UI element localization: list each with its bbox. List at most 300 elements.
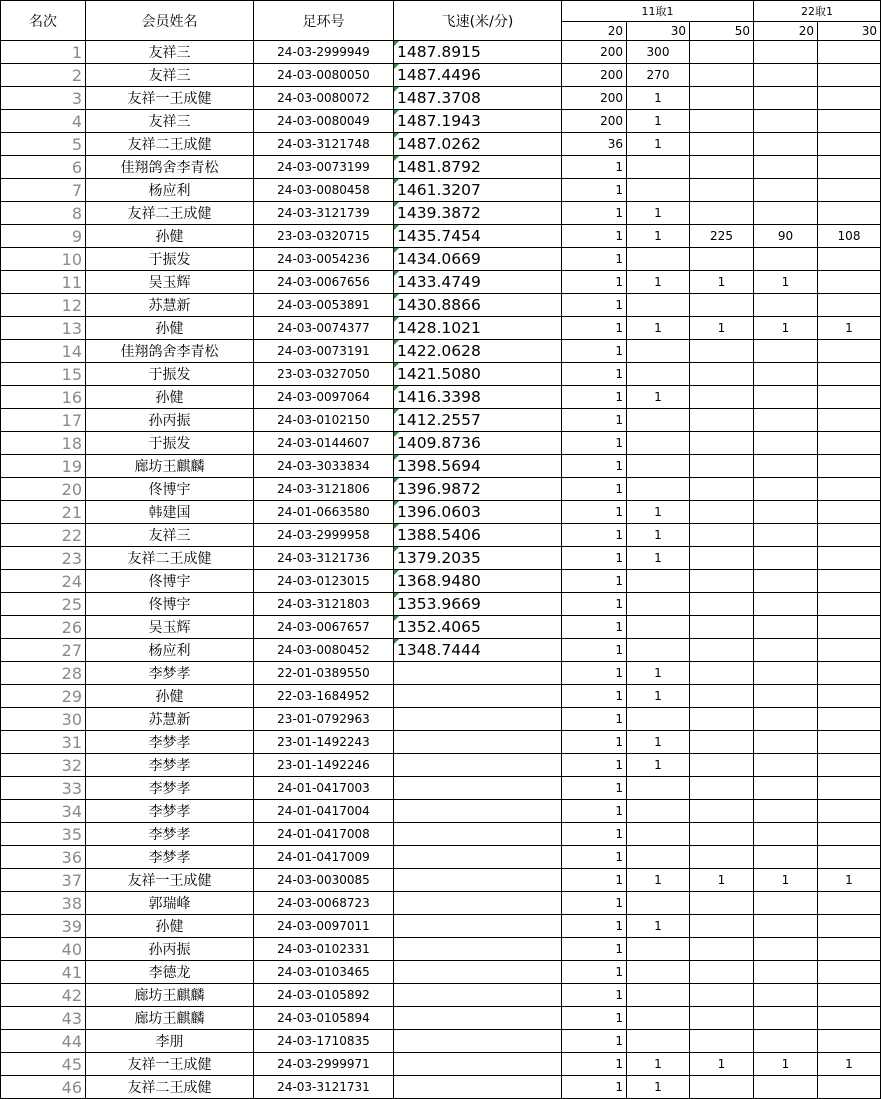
pick-22-30-cell — [818, 409, 881, 432]
pick-22-20-cell — [754, 639, 818, 662]
pick-22-30-cell — [818, 639, 881, 662]
pick-11-50-cell — [690, 754, 754, 777]
rank-cell: 33 — [1, 777, 86, 800]
member-name-cell: 孙健 — [86, 685, 254, 708]
pick-11-50-cell: 1 — [690, 869, 754, 892]
ring-number-cell: 24-03-0030085 — [254, 869, 394, 892]
group-22-pick-1-header: 22取1 — [754, 1, 881, 22]
rank-cell: 3 — [1, 87, 86, 110]
member-name-cell: 友祥一王成健 — [86, 869, 254, 892]
pick-11-20-cell: 1 — [562, 685, 627, 708]
pick-11-30-cell: 1 — [627, 915, 690, 938]
pick-22-30-cell — [818, 892, 881, 915]
ring-number-cell: 24-03-0144607 — [254, 432, 394, 455]
table-row — [1, 685, 881, 708]
pick-22-30-cell — [818, 984, 881, 1007]
member-name-cell: 友祥三 — [86, 41, 254, 64]
rank-cell: 24 — [1, 570, 86, 593]
speed-value: 1430.8866 — [397, 296, 481, 314]
pick-22-20-cell — [754, 547, 818, 570]
pick-11-20-cell: 1 — [562, 800, 627, 823]
table-row — [1, 754, 881, 777]
pick-22-20-cell — [754, 409, 818, 432]
member-name-cell: 李朋 — [86, 1030, 254, 1053]
table-row — [1, 363, 881, 386]
pick-11-50-cell — [690, 708, 754, 731]
ring-number-cell: 24-03-0074377 — [254, 317, 394, 340]
pick-11-30-cell — [627, 892, 690, 915]
pick-11-30-cell: 1 — [627, 524, 690, 547]
pick-11-30-cell: 300 — [627, 41, 690, 64]
cell-marker-icon — [394, 317, 399, 322]
pick-11-50-cell — [690, 685, 754, 708]
ring-number-cell: 24-03-0073191 — [254, 340, 394, 363]
pick-22-20-cell — [754, 179, 818, 202]
rank-cell: 25 — [1, 593, 86, 616]
ring-number-cell: 24-03-3121806 — [254, 478, 394, 501]
pick-11-20-cell: 200 — [562, 64, 627, 87]
member-name-cell: 友祥一王成健 — [86, 1053, 254, 1076]
table-row — [1, 662, 881, 685]
rank-cell: 17 — [1, 409, 86, 432]
pick-22-30-cell — [818, 41, 881, 64]
member-name-cell: 杨应利 — [86, 179, 254, 202]
rank-cell: 46 — [1, 1076, 86, 1099]
pick-22-20-cell — [754, 915, 818, 938]
pick-11-20-cell: 1 — [562, 961, 627, 984]
ring-number-cell: 24-03-0067656 — [254, 271, 394, 294]
table-row — [1, 87, 881, 110]
rank-cell: 44 — [1, 1030, 86, 1053]
speed-cell — [394, 823, 562, 846]
speed-value: 1396.0603 — [397, 503, 481, 521]
pick-22-30-cell — [818, 616, 881, 639]
pick-11-20-cell: 200 — [562, 110, 627, 133]
pick-22-20-cell — [754, 386, 818, 409]
pick-22-20-cell — [754, 432, 818, 455]
speed-cell — [394, 432, 562, 455]
pick-11-20-cell: 1 — [562, 915, 627, 938]
pick-22-30-cell — [818, 524, 881, 547]
pick-22-20-cell: 1 — [754, 1053, 818, 1076]
table-row — [1, 869, 881, 892]
speed-cell — [394, 915, 562, 938]
member-name-cell: 韩建国 — [86, 501, 254, 524]
member-name-cell: 李梦孝 — [86, 800, 254, 823]
pick-11-30-cell — [627, 961, 690, 984]
pick-11-50-cell — [690, 386, 754, 409]
table-row — [1, 478, 881, 501]
speed-cell — [394, 1053, 562, 1076]
pick-11-30-cell — [627, 156, 690, 179]
ring-number-cell: 24-03-0067657 — [254, 616, 394, 639]
speed-cell — [394, 869, 562, 892]
pick-11-50-cell — [690, 248, 754, 271]
pick-22-30-cell — [818, 386, 881, 409]
pick-22-30-cell — [818, 248, 881, 271]
ring-number-cell: 24-01-0417003 — [254, 777, 394, 800]
member-name-cell: 苏慧新 — [86, 708, 254, 731]
member-name-cell: 李梦孝 — [86, 823, 254, 846]
table-row — [1, 41, 881, 64]
table-row — [1, 800, 881, 823]
pick-11-30-cell — [627, 455, 690, 478]
pick-11-20-cell: 1 — [562, 1007, 627, 1030]
pick-11-50-cell — [690, 570, 754, 593]
table-row — [1, 961, 881, 984]
rank-cell: 14 — [1, 340, 86, 363]
table-row — [1, 846, 881, 869]
cell-marker-icon — [394, 501, 399, 506]
table-row — [1, 616, 881, 639]
cell-marker-icon — [394, 478, 399, 483]
subheader-cell: 30 — [818, 22, 881, 41]
cell-marker-icon — [394, 294, 399, 299]
ring-number-cell: 24-03-0097064 — [254, 386, 394, 409]
pick-11-30-cell: 1 — [627, 386, 690, 409]
member-name-cell: 李德龙 — [86, 961, 254, 984]
table-row — [1, 386, 881, 409]
pick-22-30-cell — [818, 938, 881, 961]
pick-11-20-cell: 1 — [562, 363, 627, 386]
speed-cell — [394, 524, 562, 547]
table-row — [1, 317, 881, 340]
table-row — [1, 501, 881, 524]
pick-11-50-cell — [690, 892, 754, 915]
pick-11-30-cell — [627, 984, 690, 1007]
pick-22-20-cell — [754, 524, 818, 547]
ring-number-cell: 24-03-0103465 — [254, 961, 394, 984]
pick-22-30-cell — [818, 731, 881, 754]
speed-value: 1379.2035 — [397, 549, 481, 567]
speed-cell — [394, 248, 562, 271]
pick-11-30-cell — [627, 846, 690, 869]
table-row — [1, 524, 881, 547]
table-row — [1, 156, 881, 179]
ring-number-cell: 24-03-2999949 — [254, 41, 394, 64]
pick-11-30-cell — [627, 1030, 690, 1053]
pick-11-50-cell: 1 — [690, 317, 754, 340]
cell-marker-icon — [394, 639, 399, 644]
table-row — [1, 1030, 881, 1053]
ring-number-cell: 24-03-0102150 — [254, 409, 394, 432]
pick-11-20-cell: 1 — [562, 639, 627, 662]
pick-22-20-cell — [754, 501, 818, 524]
pick-11-30-cell: 270 — [627, 64, 690, 87]
speed-value: 1352.4065 — [397, 618, 481, 636]
speed-cell — [394, 455, 562, 478]
pick-11-20-cell: 1 — [562, 777, 627, 800]
speed-value: 1421.5080 — [397, 365, 481, 383]
pick-22-20-cell — [754, 961, 818, 984]
member-name-cell: 友祥二王成健 — [86, 1076, 254, 1099]
table-row — [1, 64, 881, 87]
ring-number-cell: 23-01-0792963 — [254, 708, 394, 731]
speed-value: 1428.1021 — [397, 319, 481, 337]
pick-11-30-cell — [627, 363, 690, 386]
rank-cell: 15 — [1, 363, 86, 386]
speed-cell — [394, 133, 562, 156]
speed-cell — [394, 1030, 562, 1053]
speed-cell — [394, 340, 562, 363]
speed-cell — [394, 777, 562, 800]
speed-cell — [394, 639, 562, 662]
member-name-cell: 吴玉辉 — [86, 616, 254, 639]
results-body — [1, 41, 881, 1099]
ring-number-cell: 24-03-0097011 — [254, 915, 394, 938]
speed-value: 1487.1943 — [397, 112, 481, 130]
pick-11-50-cell — [690, 156, 754, 179]
ring-number-cell: 24-01-0417004 — [254, 800, 394, 823]
rank-cell: 30 — [1, 708, 86, 731]
pick-11-30-cell — [627, 340, 690, 363]
pick-11-50-cell — [690, 823, 754, 846]
speed-cell — [394, 846, 562, 869]
speed-value: 1368.9480 — [397, 572, 481, 590]
table-row — [1, 639, 881, 662]
pick-11-50-cell — [690, 846, 754, 869]
pick-22-30-cell: 1 — [818, 1053, 881, 1076]
pick-11-20-cell: 200 — [562, 41, 627, 64]
rank-cell: 19 — [1, 455, 86, 478]
rank-cell: 39 — [1, 915, 86, 938]
pick-11-50-cell — [690, 64, 754, 87]
pick-22-30-cell — [818, 432, 881, 455]
pick-22-20-cell: 1 — [754, 317, 818, 340]
ring-number-cell: 24-03-0073199 — [254, 156, 394, 179]
ring-number-cell: 23-01-1492246 — [254, 754, 394, 777]
member-name-cell: 孙健 — [86, 386, 254, 409]
pick-11-50-cell — [690, 455, 754, 478]
rank-cell: 2 — [1, 64, 86, 87]
table-row — [1, 294, 881, 317]
pick-11-50-cell: 1 — [690, 271, 754, 294]
member-name-cell: 佟博宇 — [86, 593, 254, 616]
pick-22-20-cell — [754, 41, 818, 64]
pick-22-20-cell — [754, 363, 818, 386]
pick-22-20-cell — [754, 156, 818, 179]
pick-11-30-cell: 1 — [627, 662, 690, 685]
speed-value: 1409.8736 — [397, 434, 481, 452]
pick-11-20-cell: 1 — [562, 294, 627, 317]
pick-22-20-cell — [754, 1076, 818, 1099]
ring-number-cell: 24-03-2999958 — [254, 524, 394, 547]
rank-cell: 10 — [1, 248, 86, 271]
ring-number-cell: 24-03-0054236 — [254, 248, 394, 271]
table-row — [1, 938, 881, 961]
pick-11-50-cell — [690, 202, 754, 225]
pick-11-50-cell — [690, 616, 754, 639]
speed-header: 飞速(米/分) — [394, 1, 562, 41]
speed-cell — [394, 800, 562, 823]
rank-cell: 36 — [1, 846, 86, 869]
pick-22-30-cell — [818, 570, 881, 593]
pick-11-30-cell: 1 — [627, 133, 690, 156]
pick-11-50-cell — [690, 179, 754, 202]
pick-11-20-cell: 1 — [562, 248, 627, 271]
rank-cell: 43 — [1, 1007, 86, 1030]
pick-22-30-cell — [818, 110, 881, 133]
ring-number-cell: 24-03-0123015 — [254, 570, 394, 593]
pick-22-30-cell — [818, 133, 881, 156]
pick-11-50-cell — [690, 547, 754, 570]
pick-11-20-cell: 1 — [562, 754, 627, 777]
pick-22-20-cell — [754, 294, 818, 317]
pick-22-20-cell — [754, 754, 818, 777]
speed-value: 1434.0669 — [397, 250, 481, 268]
pick-11-20-cell: 1 — [562, 708, 627, 731]
pick-11-20-cell: 1 — [562, 386, 627, 409]
ring-number-cell: 24-03-0080458 — [254, 179, 394, 202]
pick-11-20-cell: 1 — [562, 570, 627, 593]
pick-11-50-cell — [690, 409, 754, 432]
speed-value: 1433.4749 — [397, 273, 481, 291]
pick-11-30-cell — [627, 823, 690, 846]
speed-value: 1435.7454 — [397, 227, 481, 245]
cell-marker-icon — [394, 110, 399, 115]
pick-22-30-cell: 108 — [818, 225, 881, 248]
pick-11-20-cell: 1 — [562, 501, 627, 524]
rank-cell: 1 — [1, 41, 86, 64]
rank-cell: 42 — [1, 984, 86, 1007]
rank-cell: 6 — [1, 156, 86, 179]
cell-marker-icon — [394, 616, 399, 621]
rank-cell: 35 — [1, 823, 86, 846]
pick-22-20-cell — [754, 1007, 818, 1030]
pick-22-20-cell — [754, 800, 818, 823]
pick-22-30-cell — [818, 1076, 881, 1099]
pick-11-20-cell: 1 — [562, 455, 627, 478]
pick-11-50-cell — [690, 961, 754, 984]
ring-number-cell: 24-03-3121736 — [254, 547, 394, 570]
pick-22-30-cell: 1 — [818, 869, 881, 892]
pick-22-20-cell — [754, 64, 818, 87]
pick-11-50-cell: 225 — [690, 225, 754, 248]
table-row — [1, 984, 881, 1007]
speed-cell — [394, 984, 562, 1007]
cell-marker-icon — [394, 432, 399, 437]
pick-22-30-cell — [818, 708, 881, 731]
rank-cell: 34 — [1, 800, 86, 823]
speed-cell — [394, 547, 562, 570]
pick-22-20-cell — [754, 708, 818, 731]
table-row — [1, 731, 881, 754]
table-row — [1, 547, 881, 570]
pick-11-30-cell — [627, 593, 690, 616]
speed-cell — [394, 64, 562, 87]
pick-11-20-cell: 1 — [562, 524, 627, 547]
member-name-cell: 廊坊王麒麟 — [86, 1007, 254, 1030]
pick-11-50-cell — [690, 501, 754, 524]
rank-cell: 37 — [1, 869, 86, 892]
pick-11-50-cell — [690, 87, 754, 110]
pick-11-50-cell — [690, 1076, 754, 1099]
cell-marker-icon — [394, 133, 399, 138]
speed-value: 1416.3398 — [397, 388, 481, 406]
ring-number-cell: 22-03-1684952 — [254, 685, 394, 708]
speed-cell — [394, 225, 562, 248]
subheader-cell: 20 — [562, 22, 627, 41]
pick-11-30-cell — [627, 777, 690, 800]
ring-number-cell: 24-01-0417008 — [254, 823, 394, 846]
pick-22-20-cell — [754, 340, 818, 363]
member-name-cell: 友祥三 — [86, 524, 254, 547]
cell-marker-icon — [394, 363, 399, 368]
table-row — [1, 271, 881, 294]
pick-22-20-cell — [754, 685, 818, 708]
speed-cell — [394, 87, 562, 110]
pick-22-30-cell — [818, 455, 881, 478]
speed-value: 1487.8915 — [397, 43, 481, 61]
ring-number-cell: 24-03-3121731 — [254, 1076, 394, 1099]
table-row — [1, 777, 881, 800]
ring-number-cell: 24-03-2999971 — [254, 1053, 394, 1076]
speed-cell — [394, 961, 562, 984]
pick-11-30-cell — [627, 432, 690, 455]
member-name-cell: 苏慧新 — [86, 294, 254, 317]
table-row — [1, 455, 881, 478]
table-row — [1, 225, 881, 248]
pick-22-20-cell — [754, 846, 818, 869]
pick-11-50-cell — [690, 639, 754, 662]
member-name-cell: 孙健 — [86, 915, 254, 938]
pick-11-20-cell: 1 — [562, 156, 627, 179]
pick-11-30-cell: 1 — [627, 87, 690, 110]
pick-11-30-cell: 1 — [627, 317, 690, 340]
table-row — [1, 570, 881, 593]
table-row — [1, 892, 881, 915]
pick-22-30-cell — [818, 800, 881, 823]
pick-22-20-cell — [754, 593, 818, 616]
ring-number-cell: 24-03-3121739 — [254, 202, 394, 225]
ring-number-cell: 23-03-0320715 — [254, 225, 394, 248]
rank-cell: 7 — [1, 179, 86, 202]
member-name-cell: 李梦孝 — [86, 731, 254, 754]
member-name-cell: 友祥二王成健 — [86, 133, 254, 156]
rank-cell: 16 — [1, 386, 86, 409]
pick-11-20-cell: 1 — [562, 662, 627, 685]
member-name-cell: 于振发 — [86, 363, 254, 386]
ring-number-cell: 24-01-0417009 — [254, 846, 394, 869]
speed-cell — [394, 363, 562, 386]
pick-11-30-cell — [627, 409, 690, 432]
member-name-cell: 佟博宇 — [86, 570, 254, 593]
cell-marker-icon — [394, 455, 399, 460]
pick-11-30-cell — [627, 478, 690, 501]
speed-cell — [394, 754, 562, 777]
speed-value: 1412.2557 — [397, 411, 481, 429]
pick-11-30-cell — [627, 179, 690, 202]
ring-number-cell: 24-03-0105894 — [254, 1007, 394, 1030]
speed-cell — [394, 271, 562, 294]
cell-marker-icon — [394, 409, 399, 414]
rank-cell: 27 — [1, 639, 86, 662]
member-name-cell: 于振发 — [86, 432, 254, 455]
pick-11-20-cell: 1 — [562, 984, 627, 1007]
ring-number-header: 足环号 — [254, 1, 394, 41]
rank-cell: 8 — [1, 202, 86, 225]
pick-11-20-cell: 1 — [562, 202, 627, 225]
rank-cell: 31 — [1, 731, 86, 754]
speed-value: 1487.4496 — [397, 66, 481, 84]
header-row — [1, 1, 881, 22]
pick-11-30-cell: 1 — [627, 685, 690, 708]
speed-cell — [394, 409, 562, 432]
member-name-cell: 孙丙振 — [86, 938, 254, 961]
pick-11-30-cell — [627, 248, 690, 271]
pick-22-20-cell — [754, 731, 818, 754]
pick-11-50-cell — [690, 363, 754, 386]
